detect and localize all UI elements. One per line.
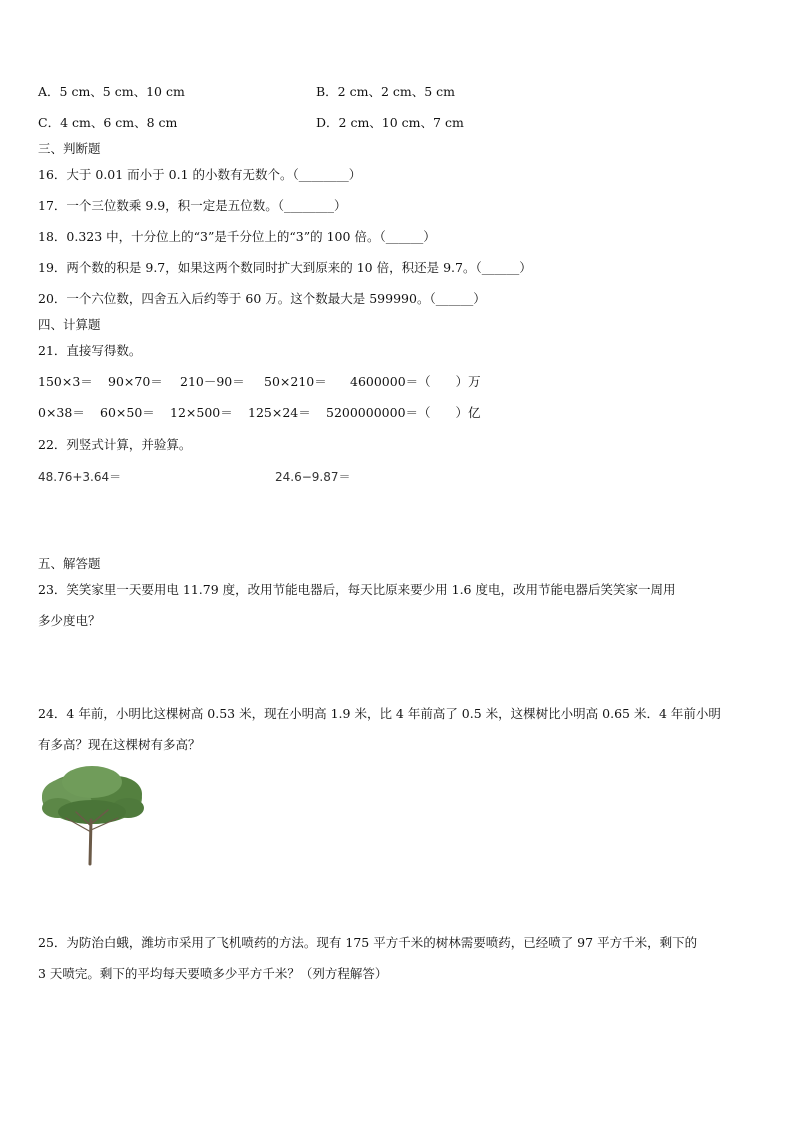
tree-canopy (42, 766, 144, 824)
question-17: 17．一个三位数乘 9.9，积一定是五位数。（________） (38, 198, 347, 213)
calc-item: 210－90＝ (180, 374, 245, 389)
section-calc-heading: 四、计算题 (38, 317, 101, 332)
section-answer-heading: 五、解答题 (38, 556, 101, 571)
calc-item: 125×24＝ (248, 405, 311, 420)
calc-item: 150×3＝ (38, 374, 93, 389)
option-d: D．2 cm、10 cm、7 cm (316, 115, 464, 130)
question-22: 22．列竖式计算，并验算。 (38, 437, 192, 452)
vertical-calc-2: 24.6−9.87＝ (275, 470, 351, 484)
calc-item: 12×500＝ (170, 405, 233, 420)
option-b: B．2 cm、2 cm、5 cm (316, 84, 456, 99)
question-21: 21．直接写得数。 (38, 343, 142, 358)
question-18: 18．0.323 中，十分位上的“3”是千分位上的“3”的 100 倍。（______） (38, 229, 436, 244)
calc-item: 5200000000＝（ ）亿 (326, 405, 481, 420)
question-16: 16．大于 0.01 而小于 0.1 的小数有无数个。（________） (38, 167, 362, 182)
question-25-line-2: 3 天喷完。剩下的平均每天要喷多少平方千米？（列方程解答） (38, 966, 388, 981)
option-a: A．5 cm、5 cm、10 cm (38, 84, 185, 99)
question-20: 20．一个六位数，四舍五入后约等于 60 万。这个数最大是 599990。（______） (38, 291, 486, 306)
calc-item: 90×70＝ (108, 374, 163, 389)
tree-image (38, 762, 146, 866)
option-c: C．4 cm、6 cm、8 cm (38, 115, 178, 130)
vertical-calc-1: 48.76+3.64＝ (38, 470, 122, 484)
question-19: 19．两个数的积是 9.7，如果这两个数同时扩大到原来的 10 倍，积还是 9.7。（______） (38, 260, 532, 275)
section-judge-heading: 三、判断题 (38, 141, 101, 156)
calc-item: 4600000＝（ ）万 (350, 374, 481, 389)
question-24-line-2: 有多高？现在这棵树有多高？ (38, 737, 201, 752)
question-24-line-1: 24．4 年前，小明比这棵树高 0.53 米，现在小明高 1.9 米，比 4 年前高了 0.5 米，这棵树比小明高 0.65 米．4 年前小明 (38, 706, 721, 721)
calc-item: 60×50＝ (100, 405, 155, 420)
question-23-line-2: 多少度电？ (38, 613, 101, 628)
calc-item: 50×210＝ (264, 374, 327, 389)
question-25-line-1: 25．为防治白蛾，潍坊市采用了飞机喷药的方法。现有 175 平方千米的树林需要喷药，已经喷了 97 平方千米，剩下的 (38, 935, 698, 950)
calc-item: 0×38＝ (38, 405, 85, 420)
question-23-line-1: 23．笑笑家里一天要用电 11.79 度，改用节能电器后，每天比原来要少用 1.6 度电，改用节能电器后笑笑家一周用 (38, 582, 676, 597)
